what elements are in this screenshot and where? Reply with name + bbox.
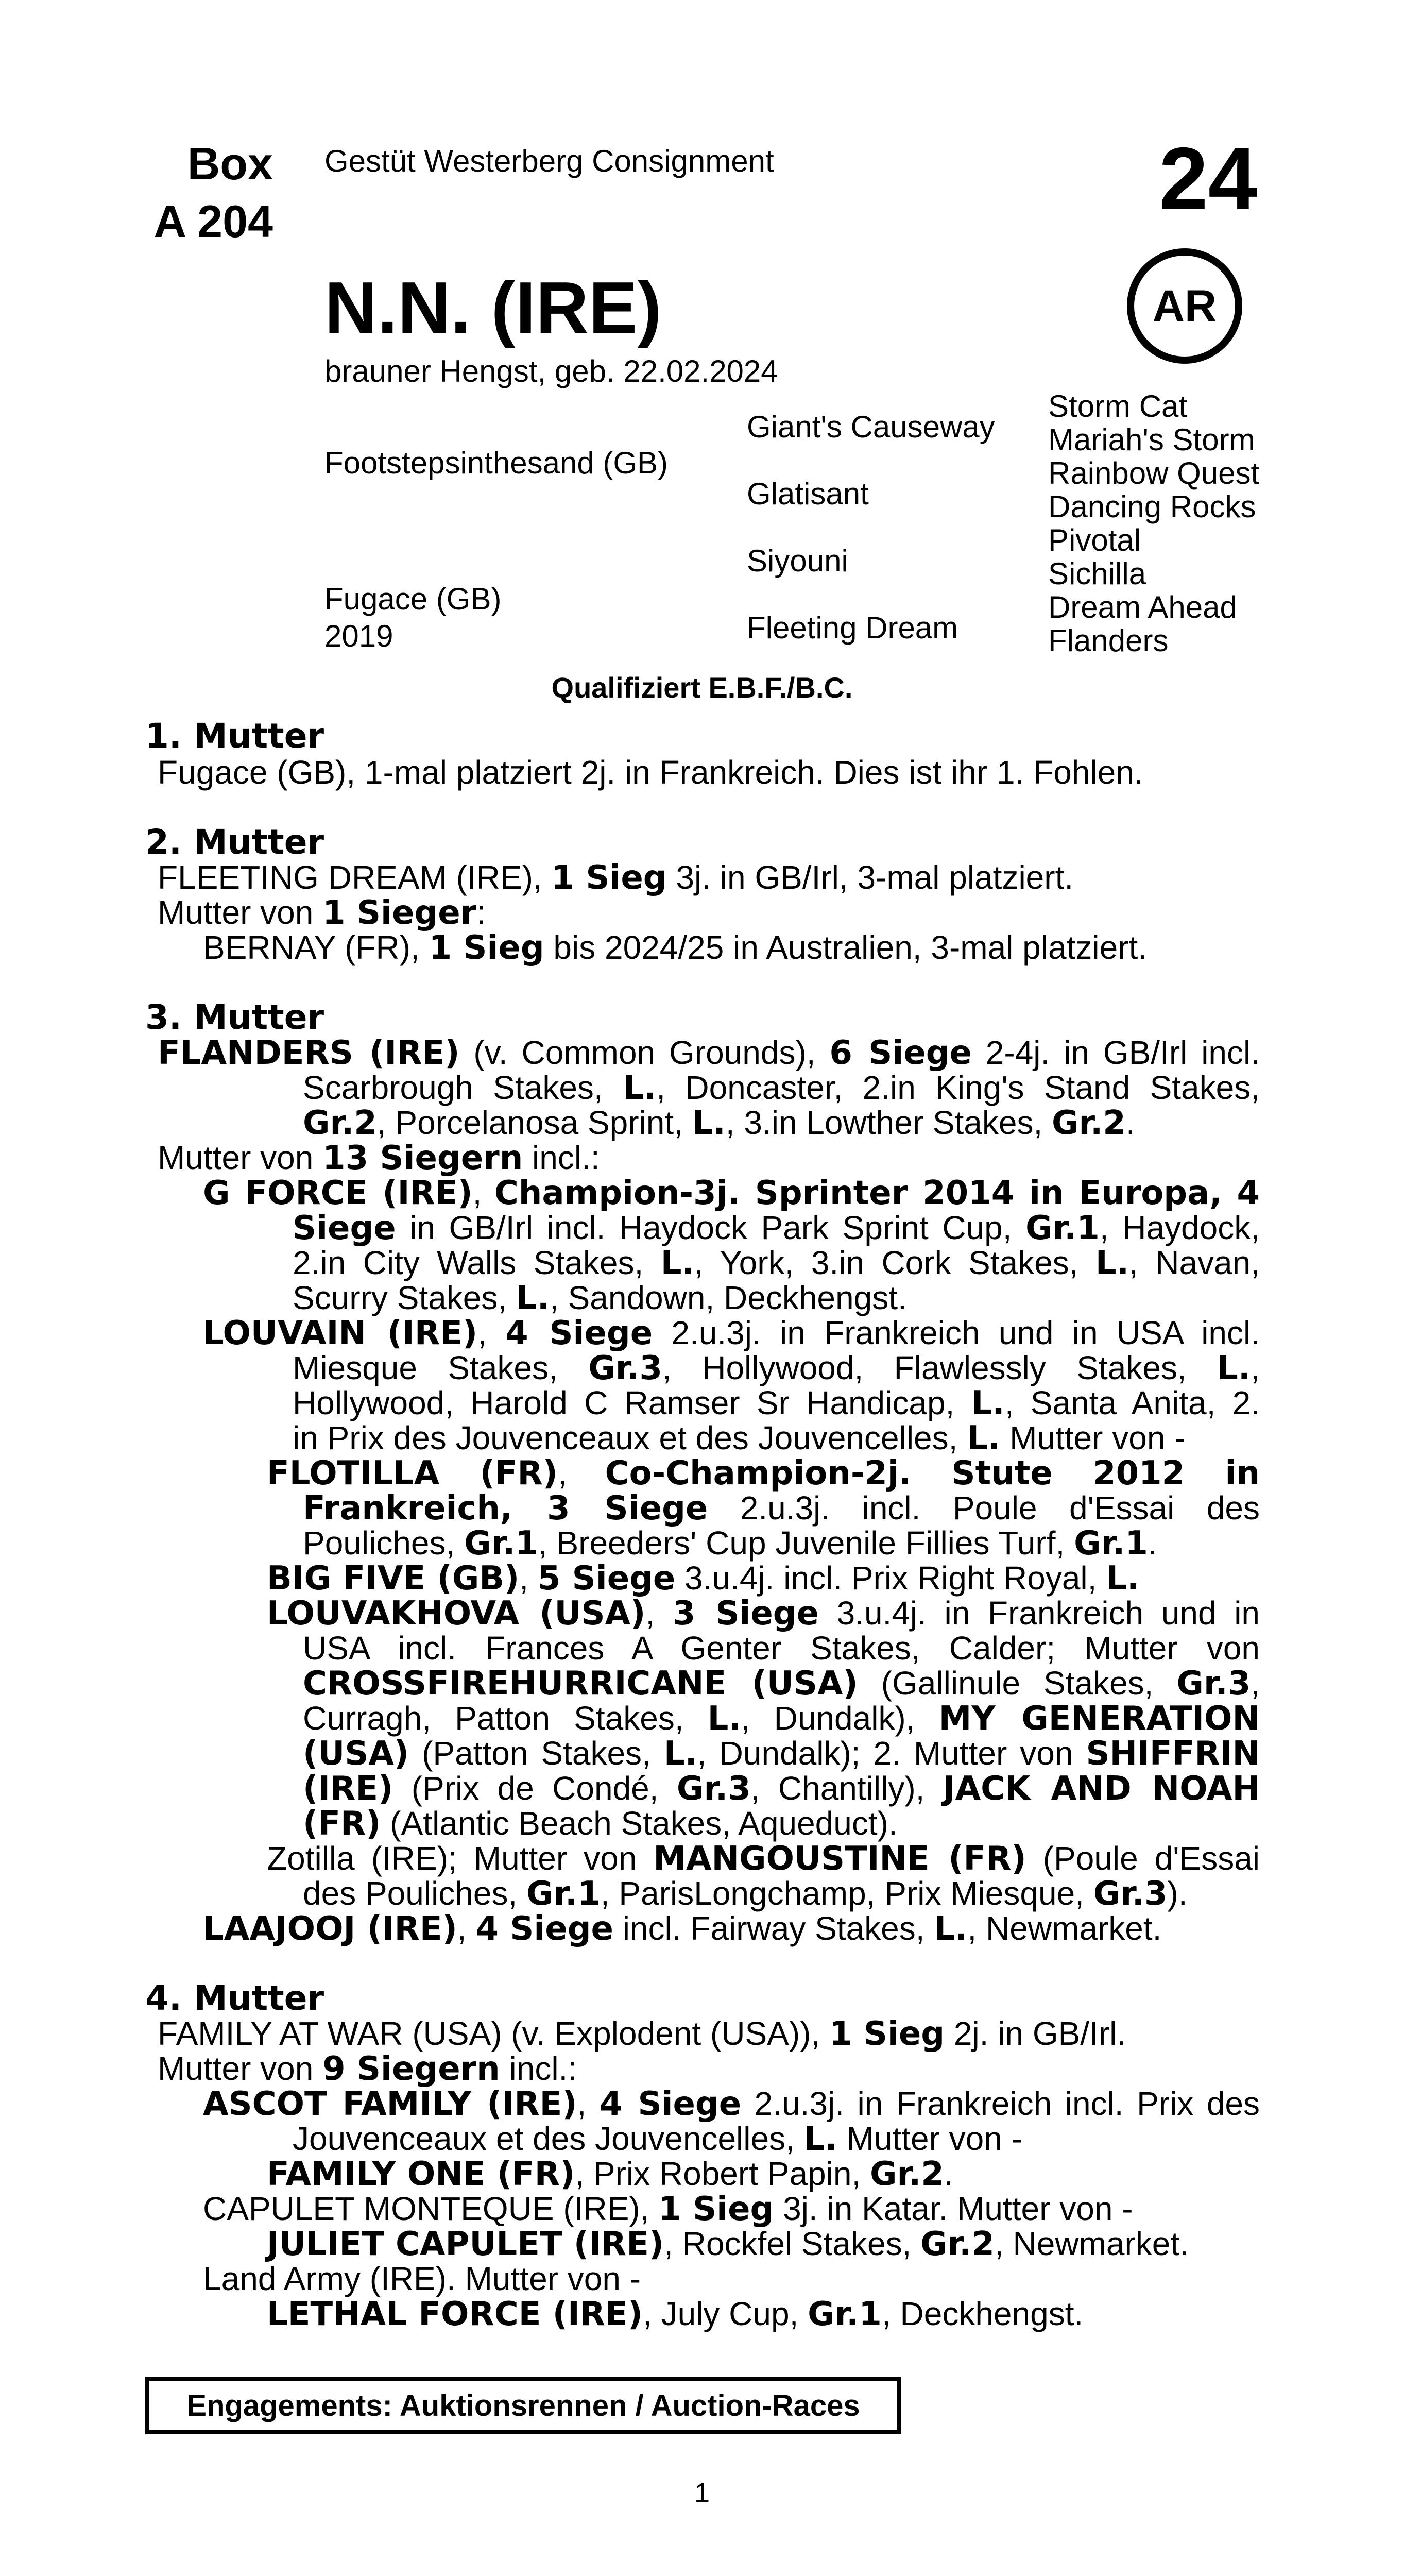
m3-laajooj-line1: LAAJOOJ (IRE), 4 Siege incl. Fairway Stakes, L., Newmarket. — [203, 1910, 1162, 1948]
mother2-heading: 2. Mutter — [145, 822, 324, 862]
m3-louvakhova-line2: USA incl. Frances A Genter Stakes, Calder; Mutter von — [303, 1630, 1260, 1667]
mother1-heading: 1. Mutter — [145, 716, 324, 756]
m3-louvakhova-line3: CROSSFIREHURRICANE (USA) (Gallinule Stakes, Gr.3, — [303, 1665, 1260, 1703]
m4-capulet-line1: CAPULET MONTEQUE (IRE), 1 Sieg 3j. in Katar. Mutter von - — [203, 2190, 1133, 2228]
pedigree-gen3-4: Dancing Rocks — [1048, 489, 1256, 524]
m4-familyone-line1: FAMILY ONE (FR), Prix Robert Papin, Gr.2. — [267, 2155, 953, 2193]
mother2-line3: BERNAY (FR), 1 Sieg bis 2024/25 in Australien, 3-mal platziert. — [203, 929, 1148, 967]
pedigree-dam: Fugace (GB) — [324, 582, 502, 616]
mother4-heading: 4. Mutter — [145, 1978, 324, 2018]
mother2-line2: Mutter von 1 Sieger: — [158, 894, 486, 932]
consignor: Gestüt Westerberg Consignment — [324, 144, 774, 178]
pedigree-dam-year: 2019 — [324, 619, 393, 653]
qualification-note: Qualifiziert E.B.F./B.C. — [551, 671, 853, 704]
page-number: 1 — [694, 2478, 710, 2509]
pedigree-gen3-2: Mariah's Storm — [1048, 422, 1255, 457]
pedigree-gen3-1: Storm Cat — [1048, 389, 1188, 423]
m3-zotilla-line1: Zotilla (IRE); Mutter von MANGOUSTINE (FR) (Poule d'Essai — [267, 1840, 1260, 1878]
m3-flanders-line2: Scarbrough Stakes, L., Doncaster, 2.in King's Stand Stakes, — [303, 1069, 1260, 1107]
ar-badge: AR — [1127, 248, 1242, 364]
pedigree-gen3-7: Dream Ahead — [1048, 590, 1237, 624]
pedigree-gen3-8: Flanders — [1048, 623, 1169, 658]
m3-louvain-line1: LOUVAIN (IRE), 4 Siege 2.u.3j. in Frankreich und in USA incl. — [203, 1314, 1260, 1352]
pedigree-gen3-6: Sichilla — [1048, 556, 1146, 591]
mother3-heading: 3. Mutter — [145, 997, 324, 1037]
m3-zotilla-line2: des Pouliches, Gr.1, ParisLongchamp, Prix Miesque, Gr.3). — [303, 1875, 1188, 1913]
m3-flotilla-line2: Frankreich, 3 Siege 2.u.3j. incl. Poule d'Essai des — [303, 1489, 1260, 1528]
lot-number: 24 — [1159, 129, 1258, 228]
pedigree-sire-sire: Giant's Causeway — [747, 410, 995, 444]
m4-mutter-von: Mutter von 9 Siegern incl.: — [158, 2050, 577, 2088]
m3-bigfive-line1: BIG FIVE (GB), 5 Siege 3.u.4j. incl. Prix Right Royal, L. — [267, 1560, 1140, 1598]
m4-ascotfamily-line1: ASCOT FAMILY (IRE), 4 Siege 2.u.3j. in Frankreich incl. Prix des — [203, 2085, 1260, 2123]
m3-louvakhova-line5: (USA) (Patton Stakes, L., Dundalk); 2. Mutter von SHIFFRIN — [303, 1735, 1260, 1773]
m3-gforce-line2: Siege in GB/Irl incl. Haydock Park Sprint Cup, Gr.1, Haydock, — [293, 1209, 1260, 1247]
horse-name: N.N. (IRE) — [324, 267, 662, 349]
engagements-box: Engagements: Auktionsrennen / Auction-Races — [145, 2377, 901, 2434]
m3-louvakhova-line1: LOUVAKHOVA (USA), 3 Siege 3.u.4j. in Frankreich und in — [267, 1595, 1260, 1633]
m3-louvain-line3: Hollywood, Harold C Ramser Sr Handicap, L., Santa Anita, 2. — [293, 1384, 1260, 1422]
pedigree-gen3-5: Pivotal — [1048, 523, 1141, 557]
m3-louvain-line2: Miesque Stakes, Gr.3, Hollywood, Flawlessly Stakes, L., — [293, 1349, 1260, 1387]
m3-flotilla-line1: FLOTILLA (FR), Co-Champion-2j. Stute 2012 in — [267, 1454, 1260, 1493]
pedigree-dam-dam: Fleeting Dream — [747, 611, 958, 645]
m3-flanders-line3: Gr.2, Porcelanosa Sprint, L., 3.in Lowther Stakes, Gr.2. — [303, 1104, 1135, 1142]
box-label — [144, 135, 273, 250]
m3-louvakhova-line7: (FR) (Atlantic Beach Stakes, Aqueduct). — [303, 1805, 898, 1843]
pedigree-sire-dam: Glatisant — [747, 477, 869, 511]
m3-mutter-von: Mutter von 13 Siegern incl.: — [158, 1139, 600, 1177]
pedigree-dam-sire: Siyouni — [747, 544, 848, 578]
mother1-line: Fugace (GB), 1-mal platziert 2j. in Frankreich. Dies ist ihr 1. Fohlen. — [158, 754, 1143, 791]
m4-lethalforce-line1: LETHAL FORCE (IRE), July Cup, Gr.1, Deckhengst. — [267, 2295, 1084, 2333]
pedigree-gen3-3: Rainbow Quest — [1048, 456, 1260, 490]
horse-description: brauner Hengst, geb. 22.02.2024 — [324, 354, 778, 388]
m3-flanders-line1: FLANDERS (IRE) (v. Common Grounds), 6 Siege 2-4j. in GB/Irl incl. — [158, 1034, 1260, 1072]
m4-juliet-line1: JULIET CAPULET (IRE), Rockfel Stakes, Gr.2, Newmarket. — [267, 2225, 1189, 2263]
m3-gforce-line1: G FORCE (IRE), Champion-3j. Sprinter 2014 in Europa, 4 — [203, 1174, 1260, 1212]
m4-familyatwar-line1: FAMILY AT WAR (USA) (v. Explodent (USA)), 1 Sieg 2j. in GB/Irl. — [158, 2015, 1126, 2053]
m3-louvakhova-line4: Curragh, Patton Stakes, L., Dundalk), MY GENERATION — [303, 1700, 1260, 1738]
m3-gforce-line3: 2.in City Walls Stakes, L., York, 3.in Cork Stakes, L., Navan, — [293, 1244, 1260, 1282]
mother2-line1: FLEETING DREAM (IRE), 1 Sieg 3j. in GB/Irl, 3-mal platziert. — [158, 859, 1074, 897]
m3-louvakhova-line6: (IRE) (Prix de Condé, Gr.3, Chantilly), JACK AND NOAH — [303, 1770, 1260, 1808]
pedigree-sire: Footstepsinthesand (GB) — [324, 446, 669, 480]
box-line2: A 204 — [153, 196, 273, 247]
m3-louvain-line4: in Prix des Jouvenceaux et des Jouvencelles, L. Mutter von - — [293, 1419, 1186, 1458]
m4-landarmy-line1: Land Army (IRE). Mutter von - — [203, 2260, 641, 2297]
m3-flotilla-line3: Pouliches, Gr.1, Breeders' Cup Juvenile Fillies Turf, Gr.1. — [303, 1524, 1157, 1563]
m4-ascotfamily-line2: Jouvenceaux et des Jouvencelles, L. Mutter von - — [293, 2120, 1022, 2158]
m3-gforce-line4: Scurry Stakes, L., Sandown, Deckhengst. — [293, 1279, 907, 1317]
box-line1: Box — [187, 138, 273, 189]
